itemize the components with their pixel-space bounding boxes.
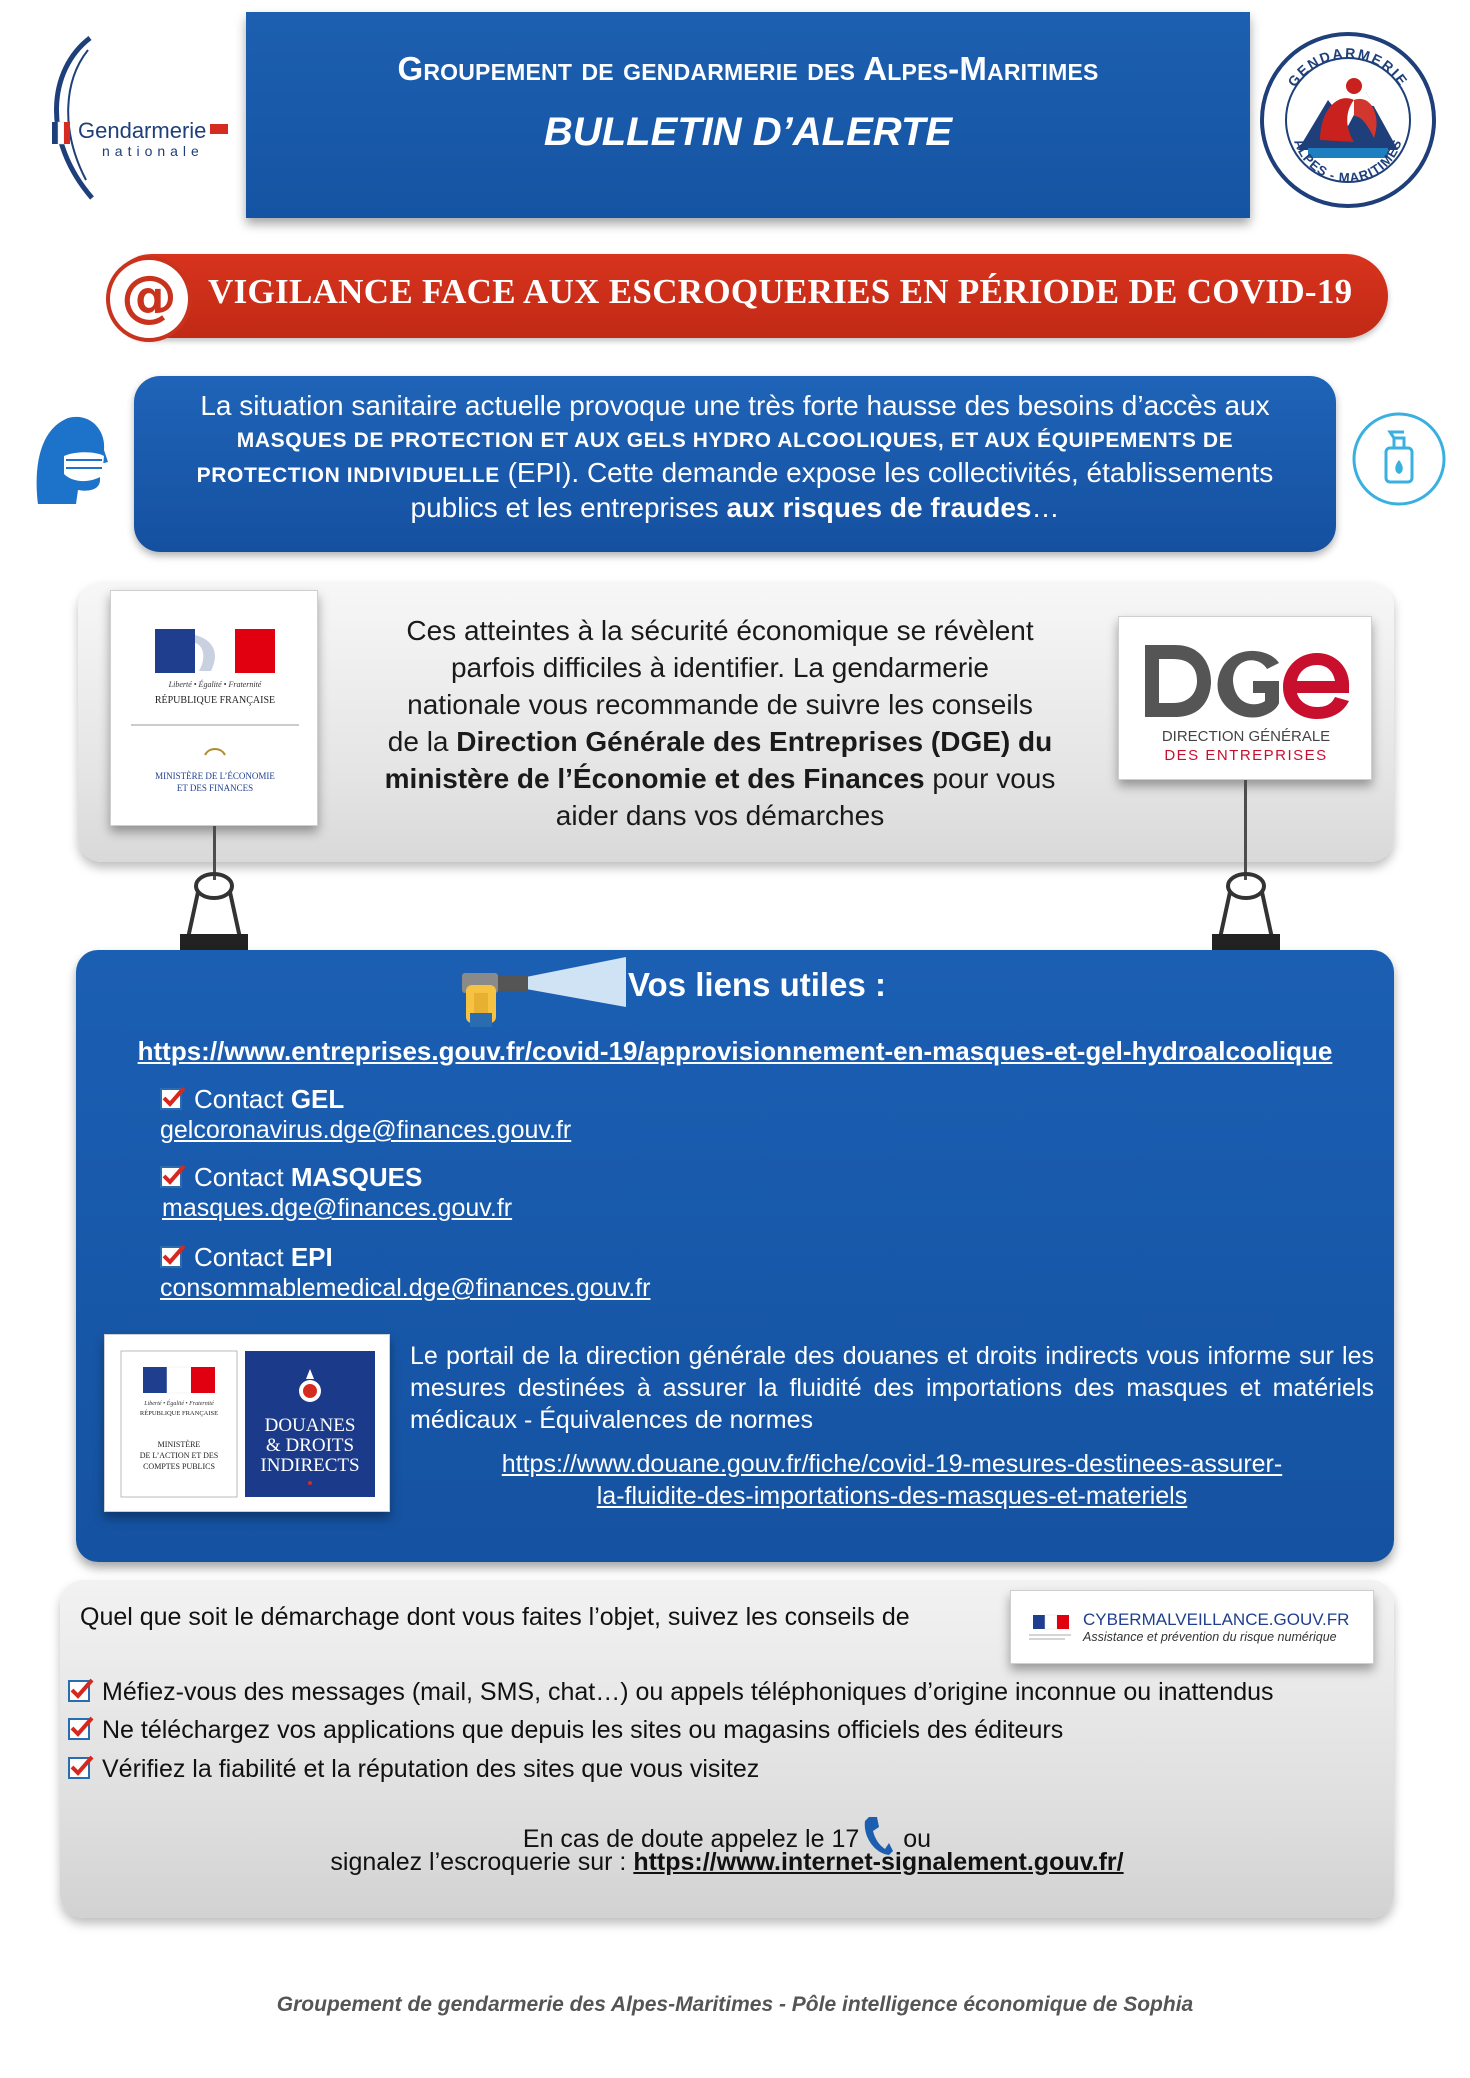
header-banner: [246, 12, 1250, 218]
cybermalveillance-logo: [1010, 1590, 1374, 1664]
checkbox-checked-icon: [68, 1755, 94, 1779]
rf-motto: Liberté • Égalité • Fraternité: [168, 680, 262, 689]
douanes-logo: [104, 1334, 390, 1512]
report-line: signalez l’escroquerie sur : https://www.internet-signalement.gouv.fr/: [330, 1848, 1124, 1876]
rf-name-small: RÉPUBLIQUE FRANÇAISE: [139, 1410, 219, 1417]
gendarmerie-alpes-maritimes-seal: [1258, 30, 1438, 210]
checkbox-checked-icon: [68, 1716, 94, 1740]
at-sign-icon: @: [106, 256, 192, 342]
alert-title: VIGILANCE FACE AUX ESCROQUERIES EN PÉRIODE DE COVID-19: [208, 272, 1353, 311]
contact-masques-email[interactable]: masques.dge@finances.gouv.fr: [162, 1194, 513, 1222]
contact-masques-label: Contact MASQUES: [160, 1162, 422, 1193]
paper-clip-icon: [1210, 872, 1282, 952]
mask-person-icon: [28, 410, 108, 506]
checkbox-checked-icon: [160, 1244, 186, 1268]
cyber-tagline: Assistance et prévention du risque numérique: [1083, 1630, 1337, 1644]
hanging-wire-right: [1244, 780, 1247, 880]
intro-line-1: La situation sanitaire actuelle provoque une très forte hausse des besoins d’accès aux: [200, 390, 1270, 421]
dge-recommendation-text: Ces atteintes à la sécurité économique se révèlent parfois difficiles à identifier. La gendarmerie nationale vous recommande de suivre les conseils de la Direction Générale des Entreprises (DGE) du ministère de l’Économie et des Finances pour vous aider dans vos démarches: [384, 615, 1056, 831]
footer: Groupement de gendarmerie des Alpes-Maritimes - Pôle intelligence économique de Sophia: [276, 1993, 1194, 2016]
dge-line2: DES ENTREPRISES: [1164, 747, 1328, 764]
checkbox-checked-icon: [160, 1164, 186, 1188]
bulletin-title: BULLETIN D’ALERTE: [543, 110, 953, 154]
cyber-name: CYBERMALVEILLANCE.GOUV.FR: [1083, 1610, 1350, 1629]
gendarmerie-nationale-logo: [30, 30, 240, 210]
dge-logo: [1118, 616, 1372, 780]
ministry-eco-line1: MINISTÈRE DE L’ÉCONOMIE: [155, 771, 275, 781]
ministry-action-line3: COMPTES PUBLICS: [143, 1462, 215, 1471]
hand-sanitizer-icon: [1350, 410, 1448, 508]
intro-line-4: publics et les entreprises aux risques de fraudes…: [410, 492, 1060, 523]
paper-clip-icon: [178, 872, 250, 952]
dge-supply-link[interactable]: https://www.entreprises.gouv.fr/covid-19/approvisionnement-en-masques-et-gel-hydroalcoolique: [137, 1036, 1333, 1066]
contact-gel-label: Contact GEL: [160, 1084, 344, 1115]
seal-top-text: GENDARMERIE: [1284, 44, 1412, 90]
checkbox-checked-icon: [160, 1086, 186, 1110]
douanes-portal-text: Le portail de la direction générale des douanes et droits indirects vous informe sur les mesures destinées à assurer la fluidité des importations des masques et matériels médicaux - Équivalences de normes: [410, 1342, 1374, 1434]
rf-motto-small: Liberté • Égalité • Fraternité: [144, 1401, 214, 1407]
call-17-line: En cas de doute appelez le 17 ou: [60, 1815, 1394, 1857]
contact-epi-label: Contact EPI: [160, 1242, 333, 1273]
advice-intro: Quel que soit le démarchage dont vous faites l’objet, suivez les conseils de: [80, 1603, 910, 1631]
douanes-link[interactable]: https://www.douane.gouv.fr/fiche/covid-19-mesures-destinees-assurer- la-fluidite-des-importations-des-masques-et-materiels: [501, 1450, 1283, 1510]
useful-links-title: Vos liens utiles :: [628, 966, 886, 1003]
checkbox-checked-icon: [68, 1678, 94, 1702]
advice-item: Méfiez-vous des messages (mail, SMS, chat…) ou appels téléphoniques d’origine inconnue ou inattendus: [68, 1678, 1274, 1707]
douanes-line3: INDIRECTS: [260, 1455, 360, 1476]
contact-gel-email[interactable]: gelcoronavirus.dge@finances.gouv.fr: [160, 1116, 572, 1144]
rf-name: RÉPUBLIQUE FRANÇAISE: [154, 695, 276, 706]
intro-box: [134, 376, 1336, 552]
ministry-action-line1: MINISTÈRE: [157, 1440, 201, 1449]
advice-item: Vérifiez la fiabilité et la réputation des sites que vous visitez: [68, 1755, 759, 1784]
douanes-line1: DOUANES: [264, 1415, 356, 1436]
internet-signalement-link[interactable]: https://www.internet-signalement.gouv.fr/: [633, 1848, 1124, 1876]
intro-line-3: PROTECTION INDIVIDUELLE (EPI). Cette demande expose les collectivités, établissements: [196, 457, 1274, 488]
intro-line-2: MASQUES DE PROTECTION ET AUX GELS HYDRO ALCOOLIQUES, ET AUX ÉQUIPEMENTS DE: [236, 429, 1234, 452]
gendarmerie-word: Gendarmerie: [78, 118, 207, 143]
contact-epi-email[interactable]: consommablemedical.dge@finances.gouv.fr: [160, 1274, 651, 1302]
advice-item: Ne téléchargez vos applications que depuis les sites ou magasins officiels des éditeurs: [68, 1716, 1063, 1745]
ministere-economie-logo: [110, 590, 318, 826]
flashlight-icon: [456, 955, 626, 1027]
gendarmerie-sub: nationale: [102, 143, 204, 159]
ministry-eco-line2: ET DES FINANCES: [176, 783, 254, 793]
header-title: Groupement de gendarmerie des Alpes-Maritimes: [397, 50, 1099, 87]
dge-line1: DIRECTION GÉNÉRALE: [1161, 728, 1331, 745]
douanes-line2: & DROITS: [265, 1435, 355, 1456]
ministry-action-line2: DE L’ACTION ET DES: [139, 1451, 219, 1460]
seal-bottom-text: ALPES - MARITIMES: [1291, 136, 1405, 186]
